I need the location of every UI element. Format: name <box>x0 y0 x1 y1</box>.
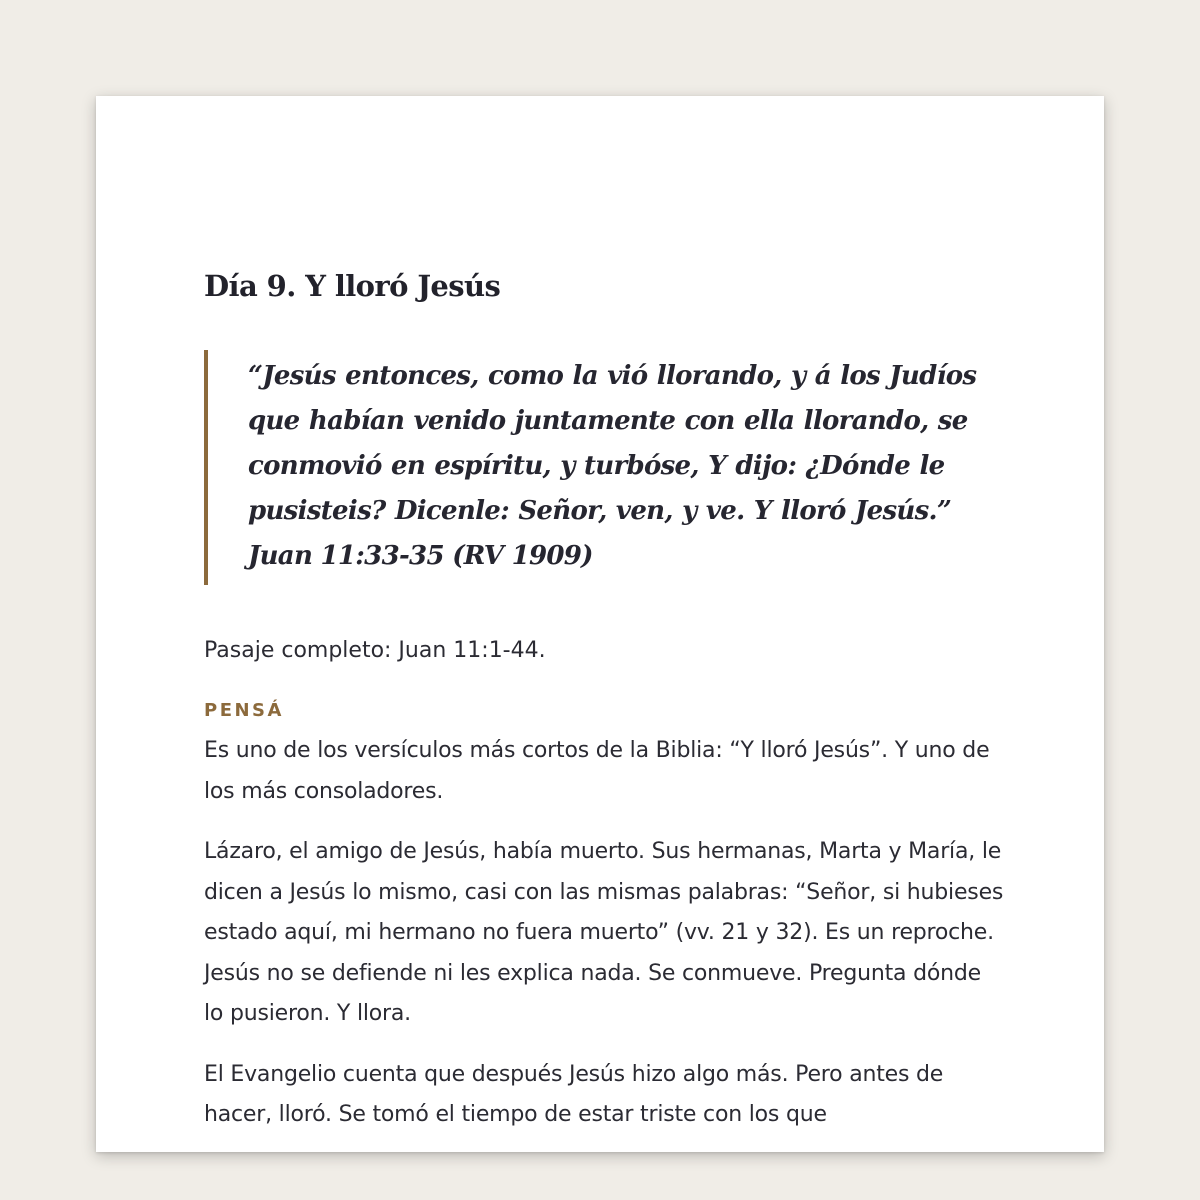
paragraph: Es uno de los versículos más cortos de la Biblia: “Y lloró Jesús”. Y uno de los más consoladores. <box>204 738 990 804</box>
scripture-quote <box>204 350 1004 585</box>
section-label-pensa: PENSÁ <box>204 700 284 721</box>
page-title: Día 9. Y lloró Jesús <box>204 269 501 303</box>
quote-text: “Jesús entonces, como la vió llorando, y á los Judíos que habían venido juntamente con ella llorando, se conmovió en espíritu, y turbóse, Y dijo: ¿Dónde le pusisteis? Dicenle: Señor, ven, y ve. Y lloró Jesús.” <box>248 361 977 526</box>
paragraph: Lázaro, el amigo de Jesús, había muerto. Sus hermanas, Marta y María, le dicen a Jesús lo mismo, casi con las mismas palabras: “Señor, si hubieses estado aquí, mi hermano no fuera muerto” (vv. 21 y 32). Es un reproche. Jesús no se defiende ni les explica nada. Se conmueve. Pregunta dónde lo pusieron. Y llora. <box>204 839 1004 1026</box>
article-content <box>204 266 1004 1152</box>
paragraph: El Evangelio cuenta que después Jesús hizo algo más. Pero antes de hacer, lloró. Se tomó el tiempo de estar triste con los que <box>204 1061 944 1127</box>
full-passage-note: Pasaje completo: Juan 11:1-44. <box>204 638 546 663</box>
quote-reference: Juan 11:33-35 (RV 1909) <box>248 541 593 571</box>
document-page <box>96 96 1104 1152</box>
